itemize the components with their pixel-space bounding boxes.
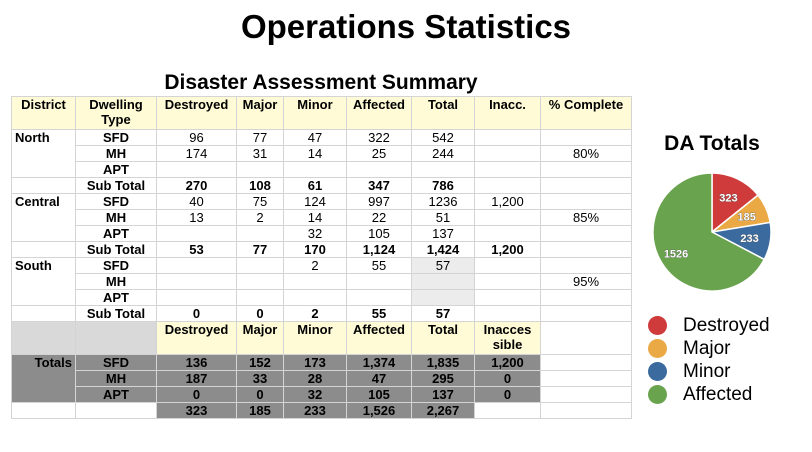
cell-major bbox=[237, 258, 284, 274]
subtotal-label: Sub Total bbox=[76, 242, 157, 258]
cell-total bbox=[412, 274, 475, 290]
dwelling-type: SFD bbox=[76, 355, 157, 371]
column-header: Dwelling Type bbox=[76, 97, 157, 130]
table-row bbox=[12, 194, 632, 210]
cell-pct-complete bbox=[541, 194, 632, 210]
dwelling-type: SFD bbox=[76, 194, 157, 210]
cell-major bbox=[237, 226, 284, 242]
table-cell bbox=[541, 371, 632, 387]
page-title: Operations Statistics bbox=[240, 8, 572, 45]
legend-label: Major bbox=[683, 337, 731, 359]
cell-pct-complete bbox=[541, 162, 632, 178]
table-cell bbox=[541, 242, 632, 258]
legend-label: Destroyed bbox=[683, 314, 770, 336]
table-title: Disaster Assessment Summary bbox=[164, 71, 478, 94]
dwelling-type: APT bbox=[76, 387, 157, 403]
table-row bbox=[12, 290, 632, 306]
legend-item-destroyed bbox=[648, 314, 770, 337]
cell-minor: 47 bbox=[284, 130, 347, 146]
total-major: 33 bbox=[237, 371, 284, 387]
cell-minor: 32 bbox=[284, 226, 347, 242]
cell-minor: 2 bbox=[284, 258, 347, 274]
cell-total bbox=[412, 162, 475, 178]
subtotal-minor: 2 bbox=[284, 306, 347, 322]
column-header: Affected bbox=[347, 97, 412, 130]
cell-destroyed: 13 bbox=[157, 210, 237, 226]
total-inacc: 0 bbox=[475, 387, 541, 403]
legend-swatch bbox=[648, 362, 667, 381]
table-row bbox=[12, 258, 632, 274]
cell-inacc bbox=[475, 274, 541, 290]
cell-pct-complete: 95% bbox=[541, 274, 632, 290]
subtotal-affected: 55 bbox=[347, 306, 412, 322]
dwelling-type: SFD bbox=[76, 258, 157, 274]
cell-total: 57 bbox=[412, 258, 475, 274]
da-totals-pie-chart bbox=[650, 170, 774, 294]
cell-major bbox=[237, 274, 284, 290]
subtotal-row bbox=[12, 242, 632, 258]
table-row bbox=[12, 210, 632, 226]
cell-minor: 14 bbox=[284, 146, 347, 162]
dwelling-type: MH bbox=[76, 371, 157, 387]
subtotal-inacc bbox=[475, 178, 541, 194]
legend-item-major bbox=[648, 337, 770, 360]
table-cell bbox=[76, 403, 157, 419]
totals-header-row bbox=[12, 322, 632, 355]
cell-total: 51 bbox=[412, 210, 475, 226]
totals-column-header: Destroyed bbox=[157, 322, 237, 355]
subtotal-row bbox=[12, 178, 632, 194]
table-cell bbox=[12, 322, 76, 355]
cell-inacc: 1,200 bbox=[475, 194, 541, 210]
subtotal-inacc bbox=[475, 306, 541, 322]
chart-title: DA Totals bbox=[664, 132, 760, 155]
cell-minor: 124 bbox=[284, 194, 347, 210]
totals-label: Totals bbox=[12, 355, 76, 403]
cell-inacc bbox=[475, 162, 541, 178]
cell-affected: 322 bbox=[347, 130, 412, 146]
grand-total-major: 185 bbox=[237, 403, 284, 419]
subtotal-affected: 1,124 bbox=[347, 242, 412, 258]
cell-inacc bbox=[475, 146, 541, 162]
dwelling-type: APT bbox=[76, 226, 157, 242]
cell-inacc bbox=[475, 258, 541, 274]
subtotal-label: Sub Total bbox=[76, 306, 157, 322]
cell-affected: 997 bbox=[347, 194, 412, 210]
cell-inacc bbox=[475, 130, 541, 146]
table-row bbox=[12, 146, 632, 162]
subtotal-label: Sub Total bbox=[76, 178, 157, 194]
cell-destroyed bbox=[157, 258, 237, 274]
dwelling-type: MH bbox=[76, 146, 157, 162]
subtotal-total: 1,424 bbox=[412, 242, 475, 258]
table-cell bbox=[475, 403, 541, 419]
column-header: District bbox=[12, 97, 76, 130]
legend-label: Affected bbox=[683, 383, 753, 405]
cell-pct-complete: 85% bbox=[541, 210, 632, 226]
cell-total: 542 bbox=[412, 130, 475, 146]
legend-item-affected bbox=[648, 383, 770, 406]
totals-column-header: Inacces sible bbox=[475, 322, 541, 355]
subtotal-minor: 170 bbox=[284, 242, 347, 258]
cell-minor bbox=[284, 162, 347, 178]
table-cell bbox=[541, 178, 632, 194]
grand-total-destroyed: 323 bbox=[157, 403, 237, 419]
pie-data-label: 1526 bbox=[663, 248, 689, 261]
table-header-row bbox=[12, 97, 632, 130]
legend-swatch bbox=[648, 339, 667, 358]
cell-destroyed: 40 bbox=[157, 194, 237, 210]
column-header: Inacc. bbox=[475, 97, 541, 130]
cell-total: 1236 bbox=[412, 194, 475, 210]
cell-pct-complete: 80% bbox=[541, 146, 632, 162]
cell-affected bbox=[347, 290, 412, 306]
table-cell bbox=[541, 322, 632, 355]
column-header: Total bbox=[412, 97, 475, 130]
total-minor: 28 bbox=[284, 371, 347, 387]
total-major: 152 bbox=[237, 355, 284, 371]
subtotal-destroyed: 270 bbox=[157, 178, 237, 194]
column-header: Major bbox=[237, 97, 284, 130]
table-cell bbox=[541, 306, 632, 322]
subtotal-major: 77 bbox=[237, 242, 284, 258]
legend-swatch bbox=[648, 385, 667, 404]
totals-column-header: Major bbox=[237, 322, 284, 355]
cell-inacc bbox=[475, 290, 541, 306]
table-cell bbox=[541, 403, 632, 419]
total-minor: 173 bbox=[284, 355, 347, 371]
total-destroyed: 136 bbox=[157, 355, 237, 371]
chart-legend bbox=[648, 314, 770, 406]
total-affected: 105 bbox=[347, 387, 412, 403]
total-destroyed: 187 bbox=[157, 371, 237, 387]
table-row bbox=[12, 130, 632, 146]
cell-affected: 105 bbox=[347, 226, 412, 242]
cell-major bbox=[237, 162, 284, 178]
subtotal-destroyed: 0 bbox=[157, 306, 237, 322]
cell-inacc bbox=[475, 210, 541, 226]
cell-destroyed bbox=[157, 290, 237, 306]
totals-column-header: Affected bbox=[347, 322, 412, 355]
cell-major: 2 bbox=[237, 210, 284, 226]
dwelling-type: MH bbox=[76, 274, 157, 290]
cell-pct-complete bbox=[541, 258, 632, 274]
totals-row bbox=[12, 387, 632, 403]
cell-total: 137 bbox=[412, 226, 475, 242]
totals-column-header: Minor bbox=[284, 322, 347, 355]
subtotal-minor: 61 bbox=[284, 178, 347, 194]
dwelling-type: APT bbox=[76, 290, 157, 306]
column-header: Destroyed bbox=[157, 97, 237, 130]
total-total: 295 bbox=[412, 371, 475, 387]
cell-affected: 55 bbox=[347, 258, 412, 274]
cell-total: 244 bbox=[412, 146, 475, 162]
dwelling-type: APT bbox=[76, 162, 157, 178]
grand-total-minor: 233 bbox=[284, 403, 347, 419]
totals-row bbox=[12, 355, 632, 371]
total-destroyed: 0 bbox=[157, 387, 237, 403]
cell-inacc bbox=[475, 226, 541, 242]
cell-major: 75 bbox=[237, 194, 284, 210]
cell-affected bbox=[347, 274, 412, 290]
column-header: % Complete bbox=[541, 97, 632, 130]
table-row bbox=[12, 274, 632, 290]
total-affected: 1,374 bbox=[347, 355, 412, 371]
cell-destroyed bbox=[157, 274, 237, 290]
table-cell bbox=[76, 322, 157, 355]
subtotal-inacc: 1,200 bbox=[475, 242, 541, 258]
total-total: 137 bbox=[412, 387, 475, 403]
grand-total-affected: 1,526 bbox=[347, 403, 412, 419]
cell-major: 31 bbox=[237, 146, 284, 162]
cell-minor bbox=[284, 274, 347, 290]
grand-total-total: 2,267 bbox=[412, 403, 475, 419]
column-header: Minor bbox=[284, 97, 347, 130]
table-cell bbox=[12, 242, 76, 258]
district-name: North bbox=[12, 130, 76, 178]
cell-minor bbox=[284, 290, 347, 306]
grand-total-row bbox=[12, 403, 632, 419]
totals-row bbox=[12, 371, 632, 387]
table-cell bbox=[12, 403, 76, 419]
disaster-assessment-table bbox=[11, 96, 632, 419]
legend-item-minor bbox=[648, 360, 770, 383]
subtotal-total: 57 bbox=[412, 306, 475, 322]
total-inacc: 0 bbox=[475, 371, 541, 387]
pie-data-label: 185 bbox=[737, 211, 756, 224]
table-cell bbox=[541, 387, 632, 403]
cell-minor: 14 bbox=[284, 210, 347, 226]
cell-destroyed: 96 bbox=[157, 130, 237, 146]
subtotal-destroyed: 53 bbox=[157, 242, 237, 258]
subtotal-major: 0 bbox=[237, 306, 284, 322]
cell-affected: 25 bbox=[347, 146, 412, 162]
total-total: 1,835 bbox=[412, 355, 475, 371]
subtotal-major: 108 bbox=[237, 178, 284, 194]
cell-pct-complete bbox=[541, 290, 632, 306]
pie-data-label: 323 bbox=[719, 192, 738, 205]
district-name: Central bbox=[12, 194, 76, 242]
cell-destroyed: 174 bbox=[157, 146, 237, 162]
dwelling-type: MH bbox=[76, 210, 157, 226]
total-affected: 47 bbox=[347, 371, 412, 387]
cell-destroyed bbox=[157, 162, 237, 178]
table-row bbox=[12, 162, 632, 178]
totals-column-header: Total bbox=[412, 322, 475, 355]
total-major: 0 bbox=[237, 387, 284, 403]
dwelling-type: SFD bbox=[76, 130, 157, 146]
cell-major: 77 bbox=[237, 130, 284, 146]
cell-affected bbox=[347, 162, 412, 178]
legend-swatch bbox=[648, 316, 667, 335]
cell-total bbox=[412, 290, 475, 306]
district-name: South bbox=[12, 258, 76, 306]
cell-destroyed bbox=[157, 226, 237, 242]
table-cell bbox=[541, 355, 632, 371]
cell-major bbox=[237, 290, 284, 306]
table-cell bbox=[12, 178, 76, 194]
subtotal-total: 786 bbox=[412, 178, 475, 194]
subtotal-row bbox=[12, 306, 632, 322]
table-row bbox=[12, 226, 632, 242]
cell-pct-complete bbox=[541, 130, 632, 146]
total-minor: 32 bbox=[284, 387, 347, 403]
total-inacc: 1,200 bbox=[475, 355, 541, 371]
pie-data-label: 233 bbox=[740, 233, 759, 246]
legend-label: Minor bbox=[683, 360, 731, 382]
cell-pct-complete bbox=[541, 226, 632, 242]
cell-affected: 22 bbox=[347, 210, 412, 226]
subtotal-affected: 347 bbox=[347, 178, 412, 194]
table-cell bbox=[12, 306, 76, 322]
